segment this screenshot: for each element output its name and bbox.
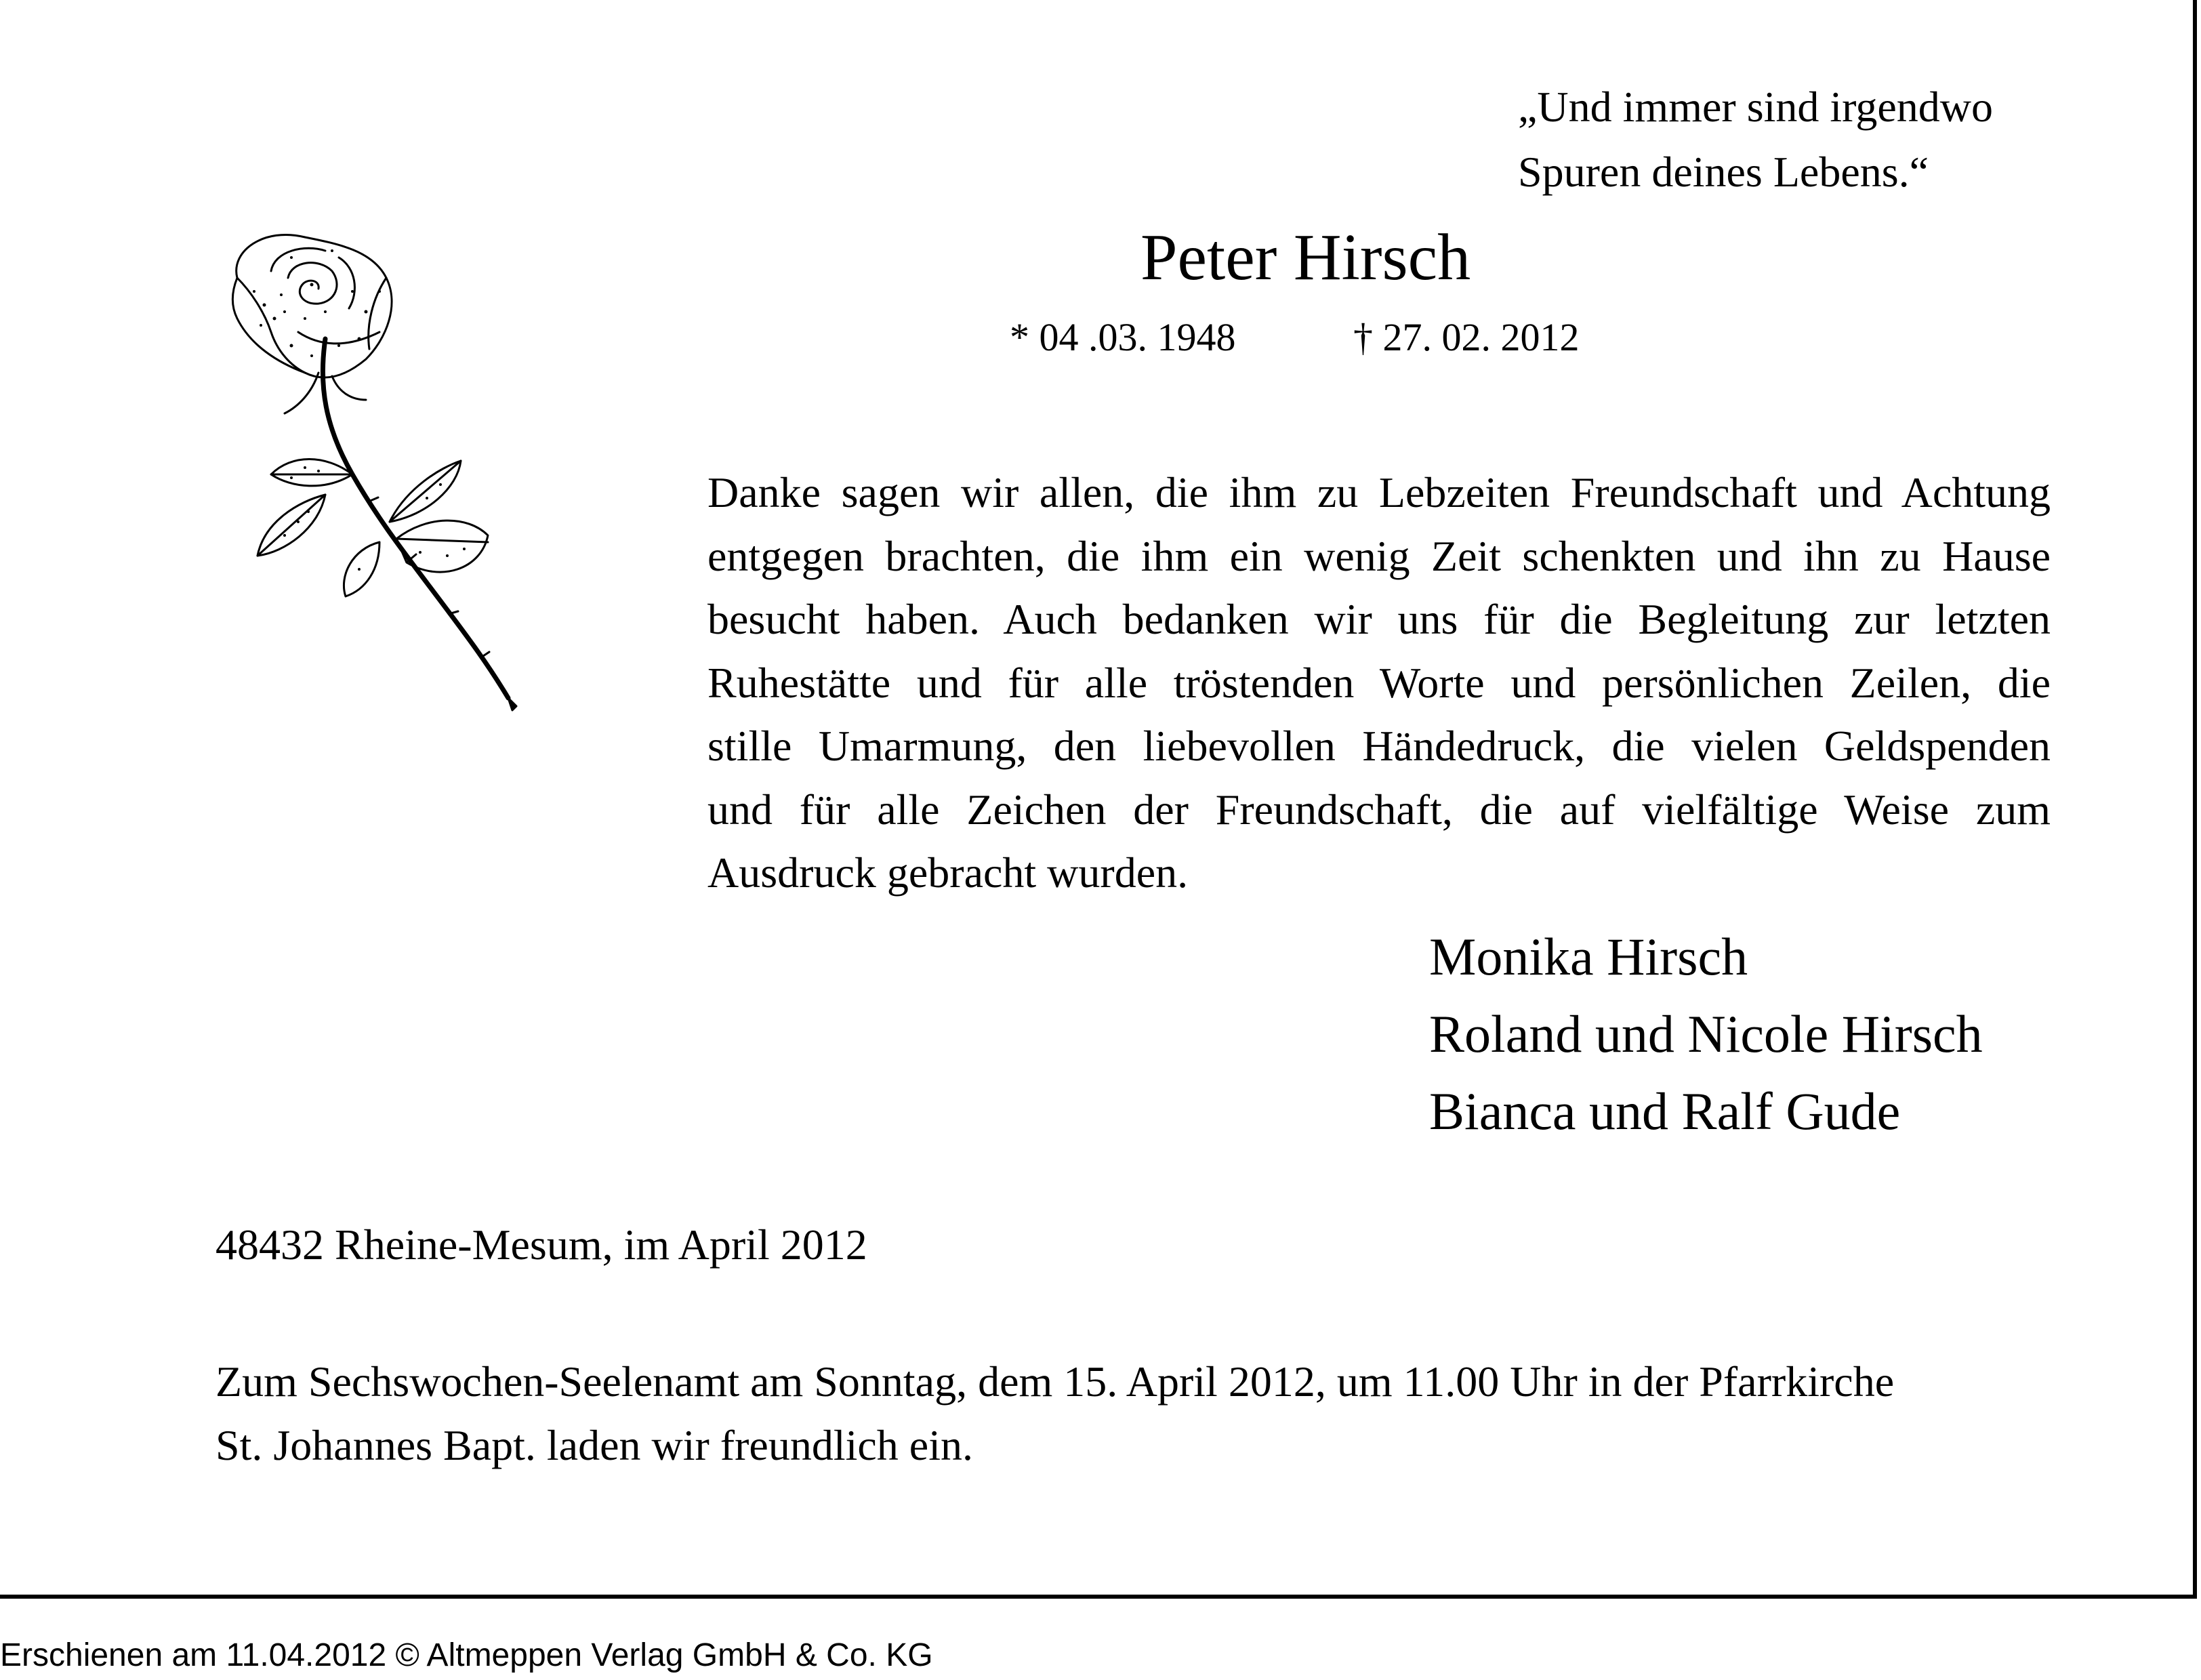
signature-name: Roland und Nicole Hirsch: [1429, 1004, 1983, 1063]
mass-notice-line: St. Johannes Bapt. laden wir freundlich ein.: [215, 1421, 973, 1469]
publication-footer: Erschienen am 11.04.2012 © Altmeppen Verlag GmbH & Co. KG: [0, 1637, 933, 1673]
mass-notice: [215, 1350, 1894, 1477]
message-line: entgegen brachten, die ihm ein wenig Zeit schenkten und ihn zu Hause: [707, 531, 2051, 580]
epigraph-quote: [1518, 75, 1993, 205]
message-line: stille Umarmung, den liebevollen Händedruck, die vielen Geldspenden: [707, 722, 2051, 770]
birth-date: * 04 .03. 1948: [1010, 315, 1236, 359]
quote-line: Spuren deines Lebens.“: [1518, 148, 1929, 196]
death-date: † 27. 02. 2012: [1353, 315, 1580, 359]
thank-you-message: [707, 461, 2051, 905]
place-date: 48432 Rheine-Mesum, im April 2012: [215, 1221, 867, 1269]
message-line: Ruhestätte und für alle tröstenden Worte und persönlichen Zeilen, die: [707, 658, 2051, 707]
rose-icon: [224, 230, 590, 739]
message-line: Danke sagen wir allen, die ihm zu Lebzeiten Freundschaft und Achtung: [707, 468, 2051, 516]
signature-name: Bianca und Ralf Gude: [1429, 1082, 1901, 1141]
deceased-name: Peter Hirsch: [1140, 221, 1471, 294]
message-line: besucht haben. Auch bedanken wir uns für die Begleitung zur letzten: [707, 595, 2051, 643]
signature-name: Monika Hirsch: [1429, 927, 1748, 986]
mass-notice-line: Zum Sechswochen-Seelenamt am Sonntag, dem 15. April 2012, um 11.00 Uhr in der Pfarrkirche: [215, 1357, 1895, 1406]
quote-line: „Und immer sind irgendwo: [1518, 83, 1993, 131]
message-line: und für alle Zeichen der Freundschaft, die auf vielfältige Weise zum: [707, 785, 2051, 834]
message-line: Ausdruck gebracht wurden.: [707, 848, 1189, 897]
signatures: [1429, 918, 1983, 1150]
